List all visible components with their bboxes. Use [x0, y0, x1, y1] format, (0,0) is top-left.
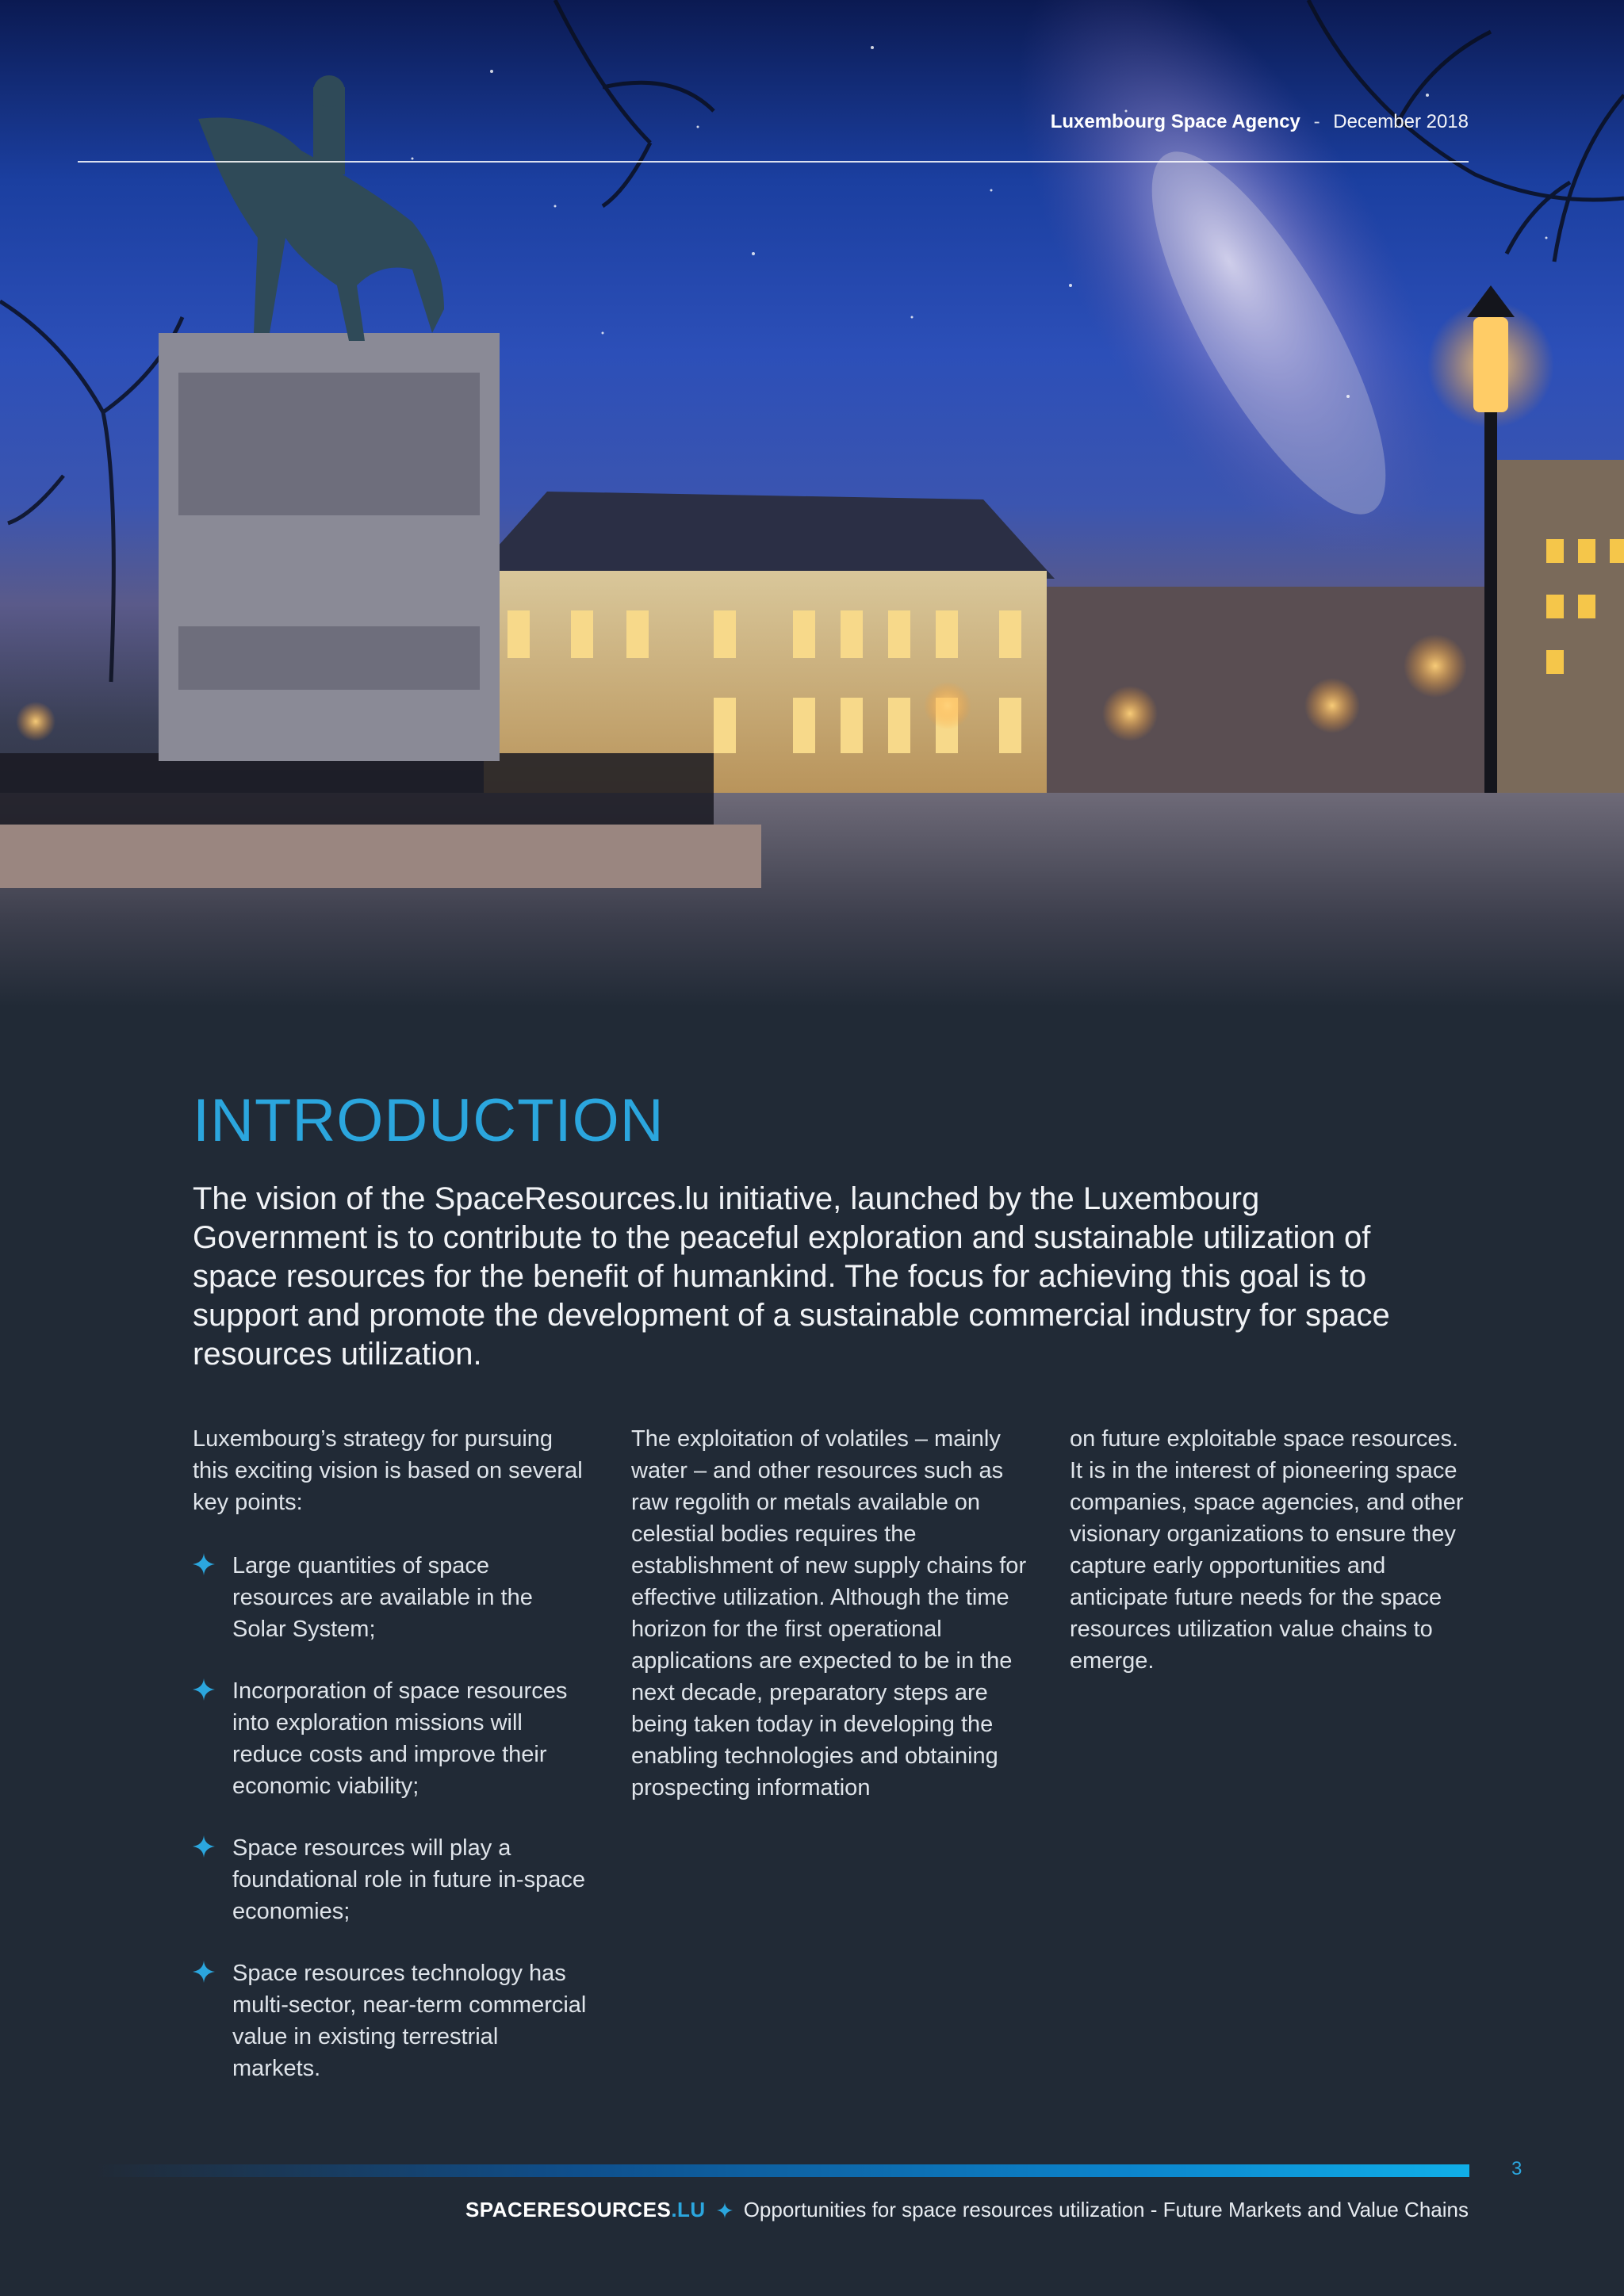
column-3	[1070, 1423, 1466, 1677]
hero-photo	[0, 0, 1624, 1007]
volatiles-paragraph: The exploitation of volatiles – mainly water – and other resources such as raw regolith or metals available on celestial bodies requires the establishment of new supply chains for effective utilization. Although the time horizon for the first operational applications are expected to be in the next decade, preparatory steps are being taken today in developing the enabling technologies and obtaining prospecting information	[631, 1426, 1027, 1800]
footer-tagline: Opportunities for space resources utilization - Future Markets and Value Chains	[743, 2198, 1469, 2221]
brand-main: SPACERESOURCES	[465, 2198, 672, 2221]
agency-name: Luxembourg Space Agency	[1050, 111, 1300, 132]
sparkle-icon	[717, 2202, 733, 2218]
publication-date: December 2018	[1333, 111, 1469, 132]
lead-paragraph: The vision of the SpaceResources.lu initiative, launched by the Luxembourg Government is to contribute to the peaceful exploration and sustainable utilization of space resources for the benefit of humankind. The focus for achieving this goal is to support and promote the development of a sustainable commercial industry for space resources utilization.	[193, 1181, 1390, 1372]
header-separator: -	[1313, 111, 1320, 132]
strategy-intro: Luxembourg’s strategy for pursuing this exciting vision is based on several key points:	[193, 1426, 583, 1515]
page-number: 3	[1511, 2158, 1522, 2179]
footer-gradient-bar	[95, 2164, 1469, 2177]
list-item-text: Incorporation of space resources into exploration missions will reduce costs and improve their economic viability;	[232, 1678, 568, 1799]
list-item	[193, 1550, 589, 1645]
list-item-text: Space resources technology has multi-sector, near-term commercial value in existing terrestrial markets.	[232, 1961, 587, 2081]
sparkle-bullet-icon	[193, 1678, 215, 1701]
list-item	[193, 1832, 589, 1927]
sparkle-bullet-icon	[193, 1553, 215, 1575]
page-header	[1051, 111, 1469, 133]
future-resources-paragraph: on future exploitable space resources. It is in the interest of pioneering space companies, space agencies, and other visionary organizations to ensure they capture early opportunities and anticipate future needs for the space resources utilization value chains to emerge.	[1070, 1426, 1464, 1674]
sparkle-bullet-icon	[193, 1835, 215, 1858]
column-1	[193, 1423, 589, 2114]
section-title: INTRODUCTION	[193, 1087, 665, 1154]
column-2	[631, 1423, 1028, 1804]
brand-logo-text	[465, 2198, 706, 2222]
list-item-text: Space resources will play a foundational role in future in-space economies;	[232, 1835, 585, 1924]
header-rule	[78, 161, 1469, 163]
list-item-text: Large quantities of space resources are available in the Solar System;	[232, 1553, 533, 1642]
key-points-list	[193, 1550, 589, 2084]
list-item	[193, 1675, 589, 1802]
night-city-illustration	[0, 0, 1624, 1007]
brand-suffix: .LU	[671, 2198, 706, 2221]
sparkle-bullet-icon	[193, 1961, 215, 1983]
page-footer	[465, 2198, 1469, 2222]
list-item	[193, 1957, 589, 2084]
